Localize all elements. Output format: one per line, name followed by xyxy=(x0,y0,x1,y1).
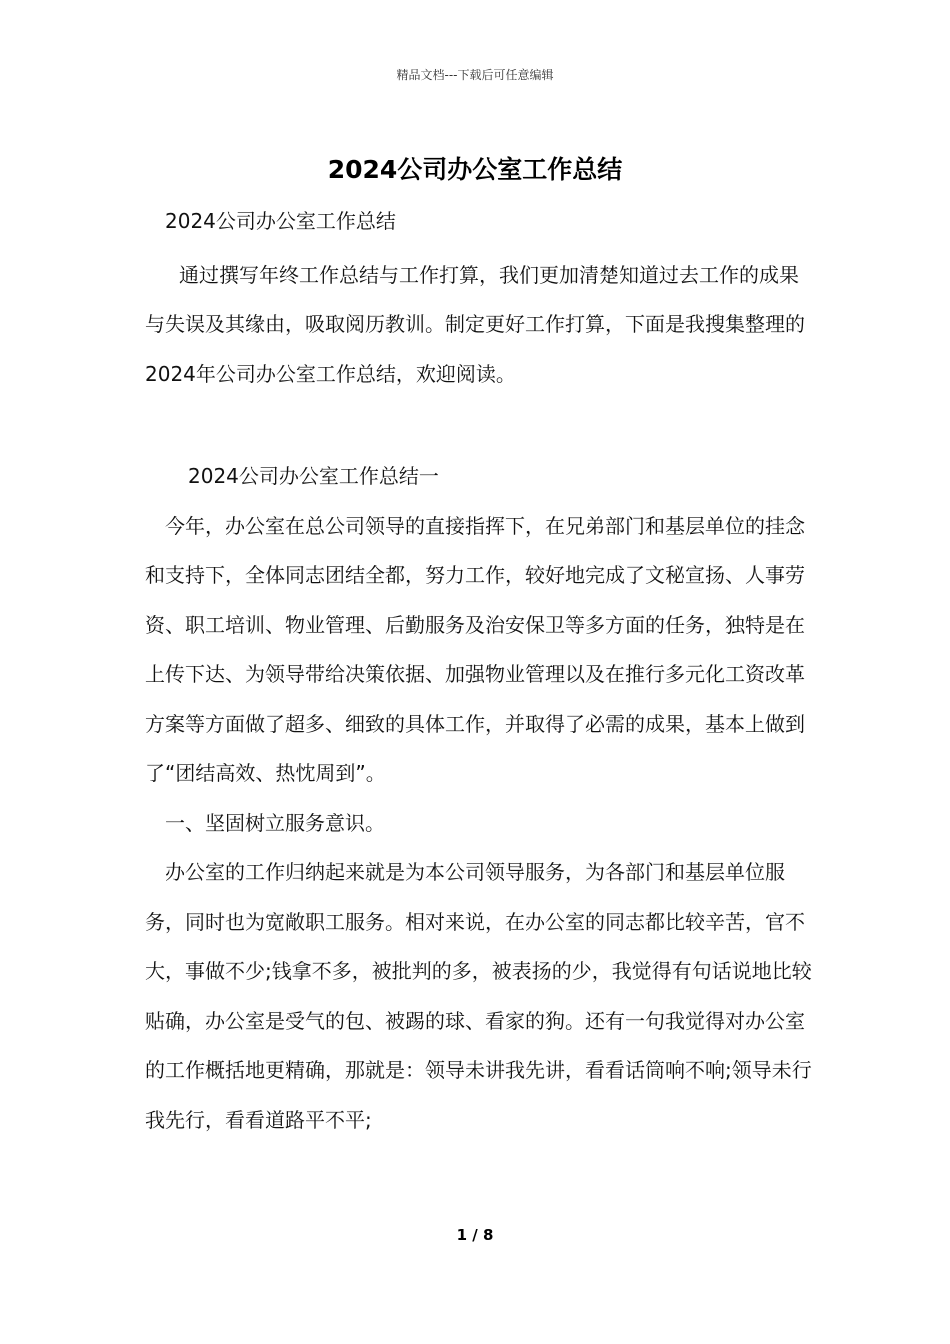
section-spacer xyxy=(145,399,815,452)
list-heading: 一、坚固树立服务意识。 xyxy=(165,810,385,835)
section-title: 2024公司办公室工作总结一 xyxy=(188,464,439,488)
body-paragraph-1: 今年，办公室在总公司领导的直接指挥下，在兄弟部门和基层单位的挂念和支持下，全体同志团结全都，努力工作，较好地完成了文秘宣扬、人事劳资、职工培训、物业管理、后勤服务及治安保卫等多方面的任务，独特是在上传下达、为领导带给决策依据、加强物业管理以及在推行多元化工资改革方案等方面做了超多、细致的具体工作，并取得了必需的成果，基本上做到了“团结高效、热忱周到”。 xyxy=(145,513,805,785)
intro-paragraph: 通过撰写年终工作总结与工作打算，我们更加清楚知道过去工作的成果与失误及其缘由，吸取阅历教训。制定更好工作打算，下面是我搜集整理的2024年公司办公室工作总结，欢迎阅读。 xyxy=(145,262,805,386)
body-paragraph-2: 办公室的工作归纳起来就是为本公司领导服务，为各部门和基层单位服务，同时也为宽敞职工服务。相对来说，在办公室的同志都比较辛苦，官不大，事做不少;钱拿不多，被批判的多，被表扬的少，我觉得有句话说地比较贴确，办公室是受气的包、被踢的球、看家的狗。还有一句我觉得对办公室的工作概括地更精确，那就是：领导未讲我先讲，看看话筒响不响;领导未行我先行，看看道路平不平; xyxy=(145,860,812,1132)
document-body xyxy=(145,197,815,1145)
subtitle: 2024公司办公室工作总结 xyxy=(165,209,396,233)
page-number: 1 / 8 xyxy=(456,1226,494,1244)
header-note: 精品文档---下载后可任意编辑 xyxy=(396,68,554,82)
document-title: 2024公司办公室工作总结 xyxy=(327,155,623,184)
